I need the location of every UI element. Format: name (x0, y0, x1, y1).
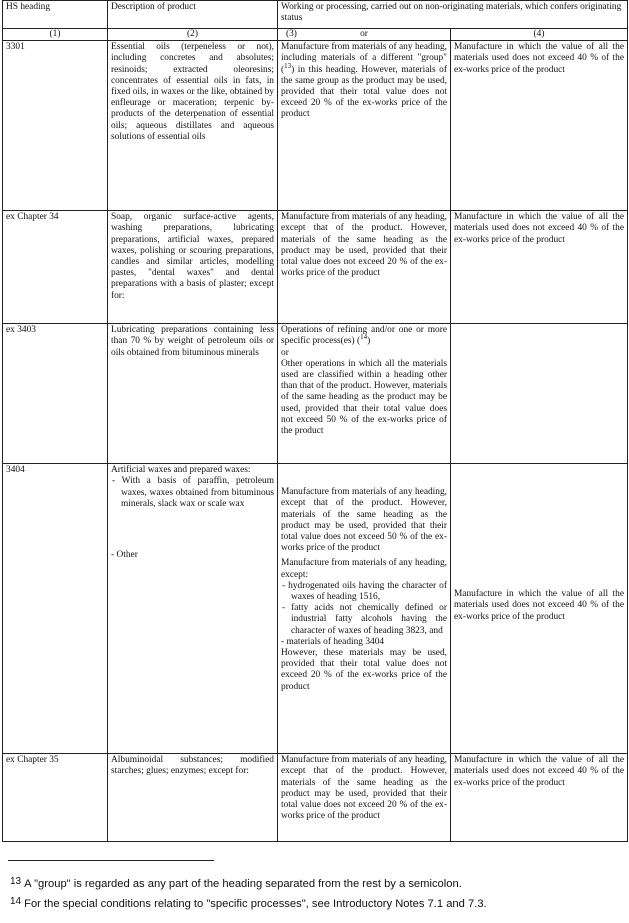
column-number-3 (278, 29, 451, 41)
exception-item: - fatty acids not chemically defined or industrial fatty alcohols having the character of waxes of heading 3823, and (282, 603, 447, 636)
rule-text: Manufacture from materials of any heading, including materials of a different "group" ( (281, 42, 447, 75)
header-hs-heading: HS heading (3, 1, 108, 29)
column-number-3-label: (3) (286, 29, 297, 39)
origin-rules-table (2, 0, 628, 842)
alternative-processing-cell: Manufacture in which the value of all the materials used does not exceed 40 % of the ex-works price of the product (451, 754, 628, 842)
header-working-processing: Working or processing, carried out on non-originating materials, which confers originating status (278, 1, 628, 29)
footnote-separator (8, 860, 214, 861)
rule-text-paraffin: Manufacture from materials of any heading, except that of the product. However, materials of the same heading as the product may be used, provided that their total value does not exceed 50 % of the ex-works price of the product (281, 487, 447, 554)
column-number-row (3, 29, 628, 41)
processing-cell (278, 41, 451, 211)
alternative-rule-text: Manufacture in which the value of all the materials used does not exceed 40 % of the ex-works price of the product (454, 589, 624, 622)
column-number-4: (4) (451, 29, 628, 41)
rule-text: ) in this heading. However, materials of the same group as the product may be used, provided that their total value does not exceed 20 % of the ex-works price of the product (281, 64, 447, 120)
table-header-row (3, 1, 628, 29)
footnote-ref: 13 (284, 61, 292, 70)
hs-heading-cell: 3301 (3, 41, 108, 211)
footnote-mark: 14 (10, 896, 22, 907)
rule-text: Other operations in which all the materials used are classified within a heading other than that of the product. However, materials of the same heading as the product may be used, provided that their total value does not exceed 50 % of the ex-works price of the product (281, 358, 447, 437)
hs-heading-cell: 3404 (3, 464, 108, 754)
processing-cell (278, 324, 451, 464)
hs-heading-cell: ex 3403 (3, 324, 108, 464)
rule-text-part: Operations of refining and/or one or more specific process(es) ( (281, 325, 447, 347)
table-row (3, 211, 628, 324)
description-cell: Essential oils (terpeneless or not), including concretes and absolutes; resinoids; extracted oleoresins; concentrates of essential oils in fats, in fixed oils, in waxes or the like, obtained by enfleurage or maceration; terpenic by-products of the deterpenation of essential oils; aqueous distillates and aqueous solutions of essential oils (108, 41, 278, 211)
description-cell: Soap, organic surface-active agents, washing preparations, lubricating preparations, artificial waxes, prepared waxes, polishing or scouring preparations, candles and similar articles, modelling pastes, "dental waxes" and dental preparations with a basis of plaster; except for: (108, 211, 278, 324)
footnote-ref: 14 (360, 333, 368, 342)
footnote-mark: 13 (10, 876, 22, 887)
header-description: Description of product (108, 1, 278, 29)
footnote-text: A "group" is regarded as any part of the heading separated from the rest by a semicolon. (24, 878, 462, 890)
column-number-1: (1) (3, 29, 108, 41)
footnote-text: For the special conditions relating to "specific processes", see Introductory Notes 7.1 and 7.3. (24, 898, 487, 910)
processing-cell: Manufacture from materials of any heading, except that of the product. However, materials of the same heading as the product may be used, provided that their total value does not exceed 20 % of the ex-works price of the product (278, 211, 451, 324)
table-row (3, 41, 628, 211)
alternative-processing-cell: Manufacture in which the value of all the materials used does not exceed 40 % of the ex-works price of the product (451, 41, 628, 211)
description-text: Artificial waxes and prepared waxes: (111, 465, 251, 476)
processing-cell: Manufacture from materials of any heading, except that of the product. However, materials of the same heading as the product may be used, provided that their total value does not exceed 20 % of the ex-works price of the product (278, 754, 451, 842)
rule-text-other-intro: Manufacture from materials of any heading, except: (281, 558, 447, 580)
table-row (3, 464, 628, 754)
table-row (3, 324, 628, 464)
table-row (3, 754, 628, 842)
alternative-processing-cell (451, 464, 628, 754)
rule-text (281, 325, 447, 347)
rule-text-part: ) (367, 336, 371, 347)
exception-item: - materials of heading 3404 (281, 636, 385, 647)
alternative-processing-cell (451, 324, 628, 464)
column-or-label: or (360, 29, 368, 39)
description-cell (108, 464, 278, 754)
processing-cell (278, 464, 451, 754)
rule-text-other-tail: However, these materials may be used, provided that their total value does not exceed 20 % of the ex-works price of the product (281, 648, 447, 692)
description-cell: Albuminoidal substances; modified starches; glues; enzymes; except for: (108, 754, 278, 842)
footnote-14 (10, 895, 487, 911)
sub-description-other: - Other (111, 550, 138, 561)
sub-description-paraffin: - With a basis of paraffin, petroleum waxes, waxes obtained from bituminous minerals, slack wax or scale wax (112, 476, 274, 509)
alternative-processing-cell: Manufacture in which the value of all the materials used does not exceed 40 % of the ex-works price of the product (451, 211, 628, 324)
column-number-2: (2) (108, 29, 278, 41)
hs-heading-cell: ex Chapter 34 (3, 211, 108, 324)
hs-heading-cell: ex Chapter 35 (3, 754, 108, 842)
description-cell: Lubricating preparations containing less than 70 % by weight of petroleum oils or oils obtained from bituminous minerals (108, 324, 278, 464)
footnote-13 (10, 875, 462, 891)
rules-of-origin-page (2, 0, 627, 842)
exception-item: - hydrogenated oils having the character of waxes of heading 1516, (282, 580, 447, 603)
or-label: or (281, 347, 289, 358)
